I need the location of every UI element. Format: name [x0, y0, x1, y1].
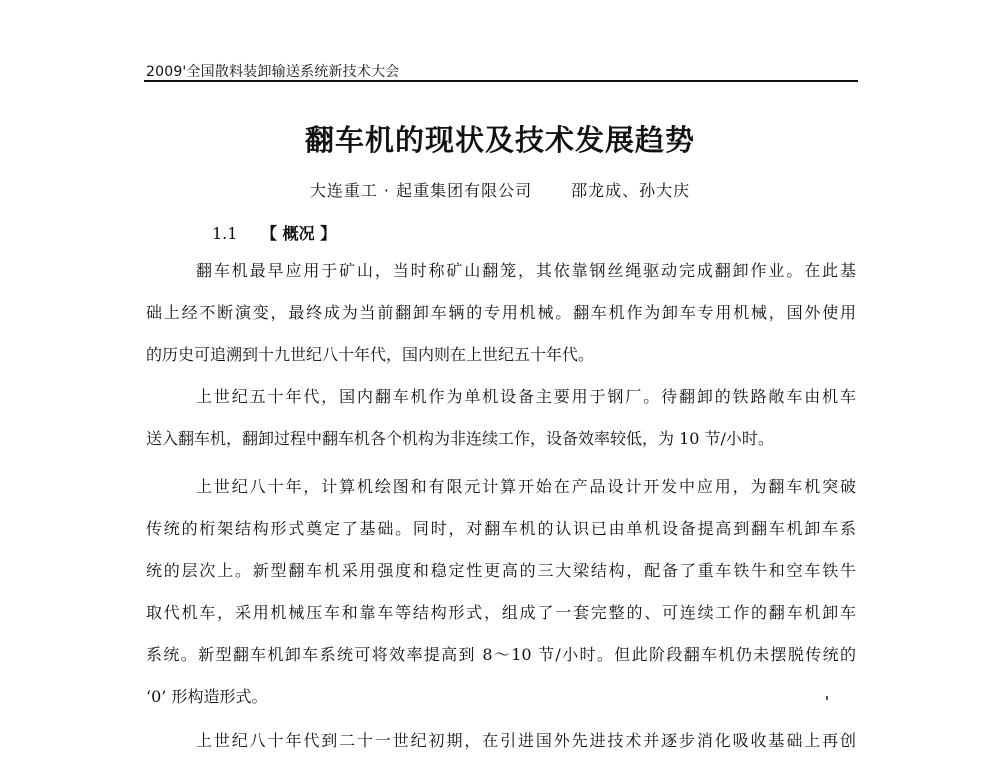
section-heading — [212, 221, 336, 244]
paragraph-line: 翻车机最早应用于矿山，当时称矿山翻笼，其依靠钢丝绳驱动完成翻卸作业。在此基 — [196, 261, 856, 280]
page-title: 翻车机的现状及技术发展趋势 — [304, 123, 695, 157]
paragraph-line: 传统的桁架结构形式奠定了基础。同时，对翻车机的认识已由单机设备提高到翻车机卸车系 — [146, 519, 856, 538]
byline-authors: 邵龙成、孙大庆 — [571, 181, 691, 200]
paragraph-line: 上世纪八十年，计算机绘图和有限元计算开始在产品设计开发中应用，为翻车机突破 — [196, 477, 856, 496]
section-number: 1.1 — [212, 224, 238, 243]
scan-speck — [826, 696, 828, 700]
section-title: 【 概况 】 — [261, 224, 337, 243]
paragraph-line: 统的层次上。新型翻车机采用强度和稳定性更高的三大梁结构，配备了重车铁牛和空车铁牛 — [146, 561, 856, 580]
paragraph-line: 础上经不断演变，最终成为当前翻卸车辆的专用机械。翻车机作为卸车专用机械，国外使用 — [146, 303, 856, 322]
paragraph-line: 送入翻车机，翻卸过程中翻车机各个机构为非连续工作，设备效率较低，为 10 节/小时。 — [146, 429, 774, 448]
header-rule — [144, 80, 858, 82]
paragraph-line: ‘0’ 形构造形式。 — [146, 687, 268, 706]
paragraph-line: 上世纪八十年代到二十一世纪初期，在引进国外先进技术并逐步消化吸收基础上再创 — [196, 731, 856, 750]
paragraph-line: 系统。新型翻车机卸车系统可将效率提高到 8～10 节/小时。但此阶段翻车机仍未摆脱传统的 — [146, 645, 856, 664]
paragraph-line: 的历史可追溯到十九世纪八十年代，国内则在上世纪五十年代。 — [146, 345, 595, 364]
byline-organization: 大连重工 · 起重集团有限公司 — [309, 181, 533, 200]
paragraph-line: 取代机车，采用机械压车和靠车等结构形式，组成了一套完整的、可连续工作的翻车机卸车 — [146, 603, 856, 622]
paragraph-line: 上世纪五十年代，国内翻车机作为单机设备主要用于钢厂。待翻卸的铁路敞车由机车 — [196, 387, 856, 406]
running-header: 2009'全国散料装卸输送系统新技术大会 — [146, 64, 400, 80]
byline — [0, 178, 1000, 201]
